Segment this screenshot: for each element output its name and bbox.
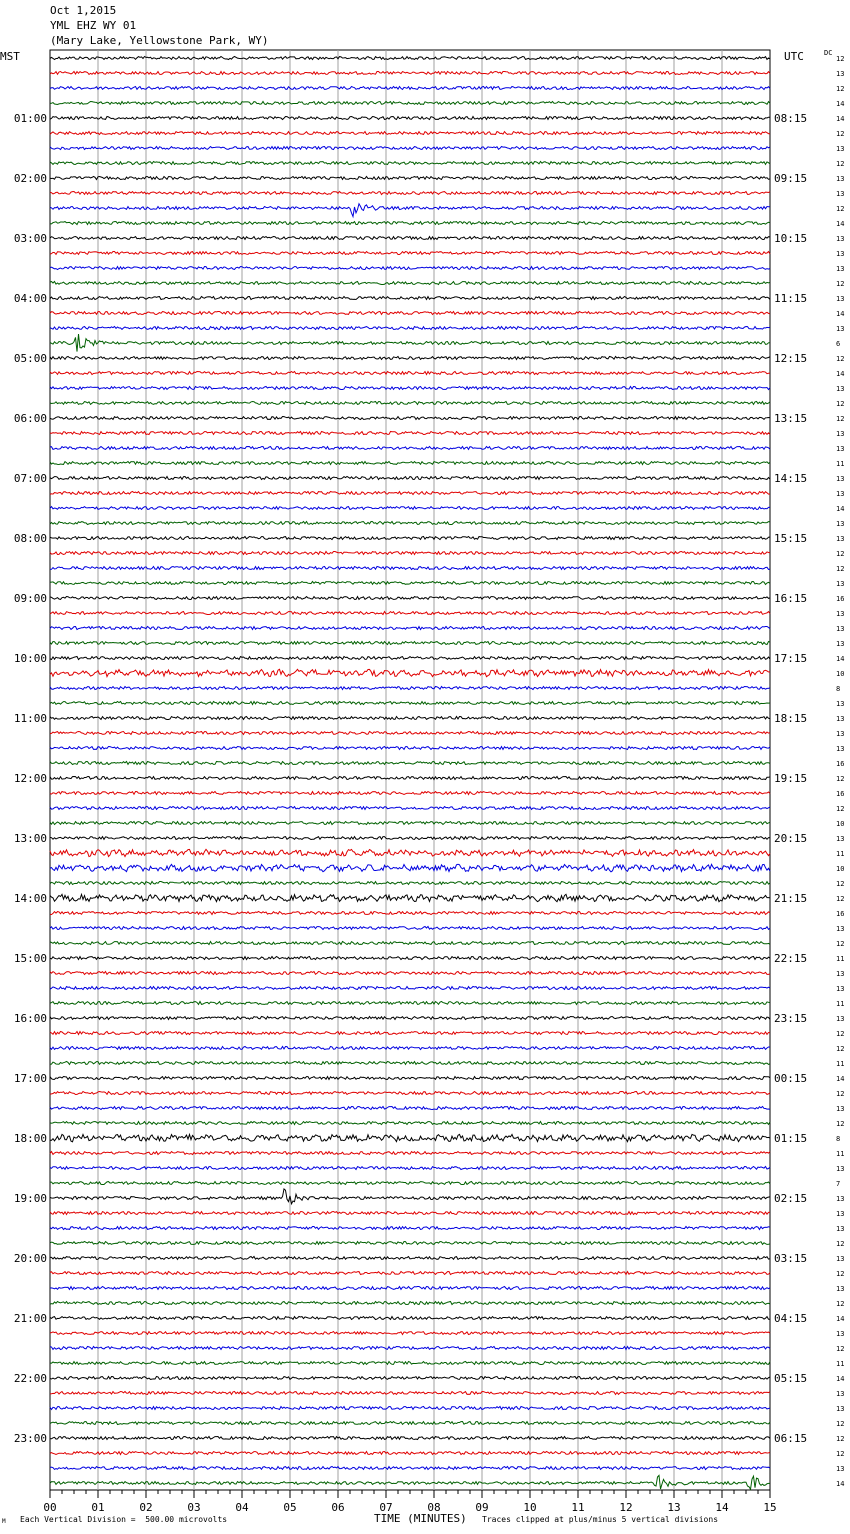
- right-hour-label: 17:15: [774, 652, 808, 665]
- dc-offset-value: 12: [836, 1120, 845, 1128]
- dc-offset-value: 8: [836, 685, 841, 693]
- trace-line: [50, 1107, 770, 1110]
- dc-offset-value: 12: [836, 400, 845, 408]
- dc-offset-value: 11: [836, 1360, 845, 1368]
- trace-line: [50, 987, 770, 990]
- right-timezone-label: UTC: [784, 50, 804, 63]
- trace-line: [50, 192, 770, 195]
- dc-offset-value: 13: [836, 175, 845, 183]
- trace-line: [50, 267, 770, 270]
- trace-line: [50, 492, 770, 495]
- dc-offset-value: 13: [836, 1015, 845, 1023]
- dc-offset-value: 14: [836, 655, 845, 663]
- trace-line: [50, 1017, 770, 1020]
- dc-offset-value: 13: [836, 250, 845, 258]
- dc-offset-value: 13: [836, 430, 845, 438]
- right-hour-label: 21:15: [774, 892, 808, 905]
- right-hour-label: 13:15: [774, 412, 808, 425]
- trace-line: [50, 1317, 770, 1320]
- station-location: (Mary Lake, Yellowstone Park, WY): [50, 34, 269, 47]
- right-hour-label: 20:15: [774, 832, 808, 845]
- trace-line: [50, 372, 770, 375]
- trace-line: [50, 402, 770, 405]
- trace-line: [50, 669, 770, 676]
- trace-line: [50, 297, 770, 300]
- trace-line: [50, 864, 770, 872]
- dc-offset-value: 12: [836, 550, 845, 558]
- dc-offset-value: 13: [836, 535, 845, 543]
- x-tick-label: 15: [763, 1501, 777, 1514]
- trace-line: [50, 912, 770, 915]
- x-axis-title: TIME (MINUTES): [374, 1512, 467, 1525]
- dc-offset-value: 13: [836, 1330, 845, 1338]
- left-hour-label: 08:00: [13, 532, 47, 545]
- dc-offset-value: 10: [836, 820, 845, 828]
- dc-offset-value: 14: [836, 1375, 845, 1383]
- dc-offset-value: 14: [836, 220, 845, 228]
- x-tick-label: 13: [667, 1501, 681, 1514]
- right-hour-label: 22:15: [774, 952, 808, 965]
- trace-line: [50, 87, 770, 90]
- right-hour-label: 10:15: [774, 232, 808, 245]
- dc-offset-value: 13: [836, 745, 845, 753]
- x-tick-label: 01: [91, 1501, 105, 1514]
- x-tick-label: 06: [331, 1501, 345, 1514]
- left-hour-label: 23:00: [13, 1432, 47, 1445]
- dc-offset-value: 10: [836, 865, 845, 873]
- dc-offset-value: 11: [836, 1060, 845, 1068]
- right-hour-label: 05:15: [774, 1372, 808, 1385]
- dc-offset-value: 12: [836, 280, 845, 288]
- x-tick-label: 10: [523, 1501, 537, 1514]
- trace-line: [50, 117, 770, 120]
- trace-line: [50, 1047, 770, 1050]
- dc-offset-value: 16: [836, 790, 845, 798]
- trace-line: [50, 717, 770, 720]
- trace-line: [50, 612, 770, 615]
- right-hour-label: 03:15: [774, 1252, 808, 1265]
- trace-line: [50, 582, 770, 585]
- dc-offset-value: 12: [836, 85, 845, 93]
- dc-offset-value: 13: [836, 580, 845, 588]
- dc-offset-value: 13: [836, 1405, 845, 1413]
- trace-line: [50, 807, 770, 810]
- left-hour-label: 16:00: [13, 1012, 47, 1025]
- right-hour-label: 01:15: [774, 1132, 808, 1145]
- trace-line: [50, 747, 770, 750]
- trace-line: [50, 957, 770, 960]
- dc-offset-value: 14: [836, 100, 845, 108]
- dc-offset-value: 7: [836, 1180, 841, 1188]
- dc-offset-value: 13: [836, 925, 845, 933]
- left-hour-label: 12:00: [13, 772, 47, 785]
- scale-note: Each Vertical Division = 500.00 microvolts: [20, 1515, 228, 1524]
- dc-offset-value: 12: [836, 205, 845, 213]
- left-hour-label: 14:00: [13, 892, 47, 905]
- dc-offset-value: 12: [836, 1090, 845, 1098]
- dc-offset-value: 13: [836, 145, 845, 153]
- trace-line: [50, 57, 770, 60]
- dc-offset-value: 11: [836, 1000, 845, 1008]
- left-timezone-label: MST: [0, 50, 20, 63]
- trace-line: [50, 312, 770, 315]
- trace-line: [50, 1189, 770, 1204]
- x-tick-label: 00: [43, 1501, 57, 1514]
- left-hour-label: 10:00: [13, 652, 47, 665]
- dc-offset-value: 13: [836, 700, 845, 708]
- trace-line: [50, 222, 770, 225]
- dc-offset-value: 14: [836, 1075, 845, 1083]
- trace-line: [50, 849, 770, 856]
- dc-offset-value: 12: [836, 415, 845, 423]
- trace-line: [50, 162, 770, 165]
- right-hour-label: 12:15: [774, 352, 808, 365]
- trace-line: [50, 147, 770, 150]
- dc-offset-value: 13: [836, 625, 845, 633]
- trace-line: [50, 1437, 770, 1440]
- left-hour-label: 05:00: [13, 352, 47, 365]
- dc-offset-value: 12: [836, 565, 845, 573]
- dc-offset-value: 12: [836, 940, 845, 948]
- trace-line: [50, 1257, 770, 1260]
- trace-line: [50, 1077, 770, 1080]
- right-hour-label: 14:15: [774, 472, 808, 485]
- dc-offset-value: 13: [836, 1390, 845, 1398]
- left-hour-label: 19:00: [13, 1192, 47, 1205]
- dc-offset-value: 12: [836, 1420, 845, 1428]
- trace-line: [50, 732, 770, 735]
- trace-line: [50, 552, 770, 555]
- trace-line: [50, 1032, 770, 1035]
- trace-line: [50, 1167, 770, 1170]
- trace-line: [50, 1182, 770, 1185]
- dc-offset-value: 12: [836, 775, 845, 783]
- trace-line: [50, 1212, 770, 1215]
- dc-offset-value: 12: [836, 1045, 845, 1053]
- right-hour-label: 09:15: [774, 172, 808, 185]
- right-hour-label: 06:15: [774, 1432, 808, 1445]
- trace-line: [50, 1092, 770, 1095]
- dc-offset-value: 12: [836, 1435, 845, 1443]
- x-tick-label: 07: [379, 1501, 393, 1514]
- dc-offset-value: 13: [836, 1465, 845, 1473]
- left-hour-label: 21:00: [13, 1312, 47, 1325]
- trace-line: [50, 537, 770, 540]
- trace-line: [50, 882, 770, 885]
- trace-line: [50, 1475, 770, 1489]
- right-hour-label: 00:15: [774, 1072, 808, 1085]
- dc-offset-value: 12: [836, 1030, 845, 1038]
- trace-line: [50, 1242, 770, 1245]
- trace-line: [50, 642, 770, 645]
- x-tick-label: 09: [475, 1501, 489, 1514]
- dc-offset-value: 8: [836, 1135, 841, 1143]
- left-hour-label: 18:00: [13, 1132, 47, 1145]
- left-hour-label: 22:00: [13, 1372, 47, 1385]
- dc-offset-value: 14: [836, 310, 845, 318]
- trace-line: [50, 447, 770, 450]
- dc-offset-value: 13: [836, 1255, 845, 1263]
- dc-offset-value: 13: [836, 325, 845, 333]
- x-tick-label: 05: [283, 1501, 297, 1514]
- dc-offset-value: 12: [836, 55, 845, 63]
- dc-offset-value: 16: [836, 595, 845, 603]
- dc-offset-value: 14: [836, 370, 845, 378]
- right-hour-label: 23:15: [774, 1012, 808, 1025]
- trace-line: [50, 1467, 770, 1470]
- dc-offset-value: 16: [836, 910, 845, 918]
- dc-offset-value: 16: [836, 760, 845, 768]
- x-tick-label: 03: [187, 1501, 201, 1514]
- trace-line: [50, 792, 770, 795]
- dc-offset-value: 11: [836, 460, 845, 468]
- dc-offset-value: 13: [836, 835, 845, 843]
- dc-offset-value: 14: [836, 1480, 845, 1488]
- left-hour-label: 20:00: [13, 1252, 47, 1265]
- right-hour-label: 04:15: [774, 1312, 808, 1325]
- dc-offset-value: 13: [836, 445, 845, 453]
- trace-line: [50, 777, 770, 780]
- dc-offset-value: 11: [836, 850, 845, 858]
- trace-line: [50, 177, 770, 180]
- dc-offset-value: 14: [836, 1315, 845, 1323]
- left-hour-label: 06:00: [13, 412, 47, 425]
- station-code: YML EHZ WY 01: [50, 19, 137, 32]
- trace-line: [50, 567, 770, 570]
- trace-line: [50, 387, 770, 390]
- dc-offset-value: 12: [836, 1240, 845, 1248]
- x-tick-label: 12: [619, 1501, 633, 1514]
- trace-line: [50, 627, 770, 630]
- dc-offset-value: 13: [836, 1195, 845, 1203]
- trace-line: [50, 972, 770, 975]
- dc-offset-value: 12: [836, 1345, 845, 1353]
- trace-line: [50, 1062, 770, 1065]
- dc-offset-value: 13: [836, 610, 845, 618]
- left-hour-label: 17:00: [13, 1072, 47, 1085]
- trace-line: [50, 132, 770, 135]
- dc-offset-value: 13: [836, 190, 845, 198]
- dc-offset-value: 12: [836, 1300, 845, 1308]
- trace-line: [50, 942, 770, 945]
- clip-note: Traces clipped at plus/minus 5 vertical divisions: [482, 1515, 719, 1524]
- dc-offset-value: 13: [836, 520, 845, 528]
- trace-line: [50, 1392, 770, 1395]
- trace-line: [50, 822, 770, 825]
- trace-line: [50, 507, 770, 510]
- trace-line: [50, 597, 770, 600]
- dc-offset-header: DC: [824, 49, 833, 57]
- dc-offset-value: 13: [836, 985, 845, 993]
- trace-line: [50, 657, 770, 660]
- left-hour-label: 02:00: [13, 172, 47, 185]
- dc-offset-value: 14: [836, 115, 845, 123]
- trace-line: [50, 1227, 770, 1230]
- trace-line: [50, 462, 770, 465]
- dc-offset-value: 12: [836, 160, 845, 168]
- dc-offset-value: 11: [836, 1150, 845, 1158]
- dc-offset-value: 13: [836, 385, 845, 393]
- dc-offset-value: 13: [836, 70, 845, 78]
- left-hour-label: 03:00: [13, 232, 47, 245]
- right-hour-label: 18:15: [774, 712, 808, 725]
- dc-offset-value: 12: [836, 880, 845, 888]
- corner-mark: M: [2, 1518, 6, 1525]
- trace-line: [50, 1452, 770, 1455]
- trace-line: [50, 1332, 770, 1335]
- left-hour-label: 04:00: [13, 292, 47, 305]
- dc-offset-value: 13: [836, 1105, 845, 1113]
- trace-line: [50, 1002, 770, 1005]
- left-hour-label: 13:00: [13, 832, 47, 845]
- left-hour-label: 09:00: [13, 592, 47, 605]
- trace-line: [50, 477, 770, 480]
- left-hour-label: 15:00: [13, 952, 47, 965]
- dc-offset-value: 13: [836, 490, 845, 498]
- x-tick-label: 08: [427, 1501, 441, 1514]
- right-hour-label: 02:15: [774, 1192, 808, 1205]
- left-hour-label: 01:00: [13, 112, 47, 125]
- trace-line: [50, 1362, 770, 1365]
- trace-line: [50, 702, 770, 705]
- right-hour-label: 19:15: [774, 772, 808, 785]
- trace-line: [50, 357, 770, 360]
- trace-line: [50, 72, 770, 75]
- trace-line: [50, 894, 770, 901]
- dc-offset-value: 11: [836, 955, 845, 963]
- trace-line: [50, 1272, 770, 1275]
- left-hour-label: 07:00: [13, 472, 47, 485]
- dc-offset-value: 10: [836, 670, 845, 678]
- dc-offset-value: 6: [836, 340, 841, 348]
- dc-offset-value: 14: [836, 505, 845, 513]
- trace-line: [50, 334, 770, 352]
- trace-line: [50, 252, 770, 255]
- dc-offset-value: 12: [836, 1270, 845, 1278]
- trace-line: [50, 762, 770, 765]
- dc-offset-value: 13: [836, 1165, 845, 1173]
- trace-line: [50, 1122, 770, 1125]
- dc-offset-value: 13: [836, 1285, 845, 1293]
- trace-line: [50, 1347, 770, 1350]
- dc-offset-value: 13: [836, 235, 845, 243]
- trace-line: [50, 1287, 770, 1290]
- x-tick-label: 11: [571, 1501, 585, 1514]
- plot-date: Oct 1,2015: [50, 4, 117, 17]
- dc-offset-value: 12: [836, 355, 845, 363]
- x-tick-label: 04: [235, 1501, 249, 1514]
- trace-line: [50, 204, 770, 217]
- right-hour-label: 11:15: [774, 292, 808, 305]
- dc-offset-value: 13: [836, 640, 845, 648]
- trace-line: [50, 1134, 770, 1141]
- dc-offset-value: 13: [836, 970, 845, 978]
- x-tick-label: 02: [139, 1501, 153, 1514]
- trace-line: [50, 1377, 770, 1380]
- dc-offset-value: 13: [836, 1225, 845, 1233]
- dc-offset-value: 13: [836, 475, 845, 483]
- trace-line: [50, 102, 770, 105]
- dc-offset-value: 12: [836, 1450, 845, 1458]
- dc-offset-value: 13: [836, 730, 845, 738]
- trace-line: [50, 837, 770, 840]
- right-hour-label: 16:15: [774, 592, 808, 605]
- trace-line: [50, 327, 770, 330]
- trace-line: [50, 1422, 770, 1425]
- trace-line: [50, 687, 770, 690]
- trace-line: [50, 282, 770, 285]
- trace-line: [50, 1407, 770, 1410]
- trace-line: [50, 1302, 770, 1305]
- trace-line: [50, 1152, 770, 1155]
- x-tick-label: 14: [715, 1501, 729, 1514]
- trace-line: [50, 927, 770, 930]
- dc-offset-value: 12: [836, 130, 845, 138]
- dc-offset-value: 13: [836, 1210, 845, 1218]
- dc-offset-value: 12: [836, 805, 845, 813]
- left-hour-label: 11:00: [13, 712, 47, 725]
- dc-offset-value: 13: [836, 295, 845, 303]
- dc-offset-value: 13: [836, 715, 845, 723]
- right-hour-label: 08:15: [774, 112, 808, 125]
- dc-offset-value: 13: [836, 265, 845, 273]
- right-hour-label: 15:15: [774, 532, 808, 545]
- trace-line: [50, 417, 770, 420]
- dc-offset-value: 12: [836, 895, 845, 903]
- trace-line: [50, 522, 770, 525]
- trace-line: [50, 432, 770, 435]
- trace-line: [50, 237, 770, 240]
